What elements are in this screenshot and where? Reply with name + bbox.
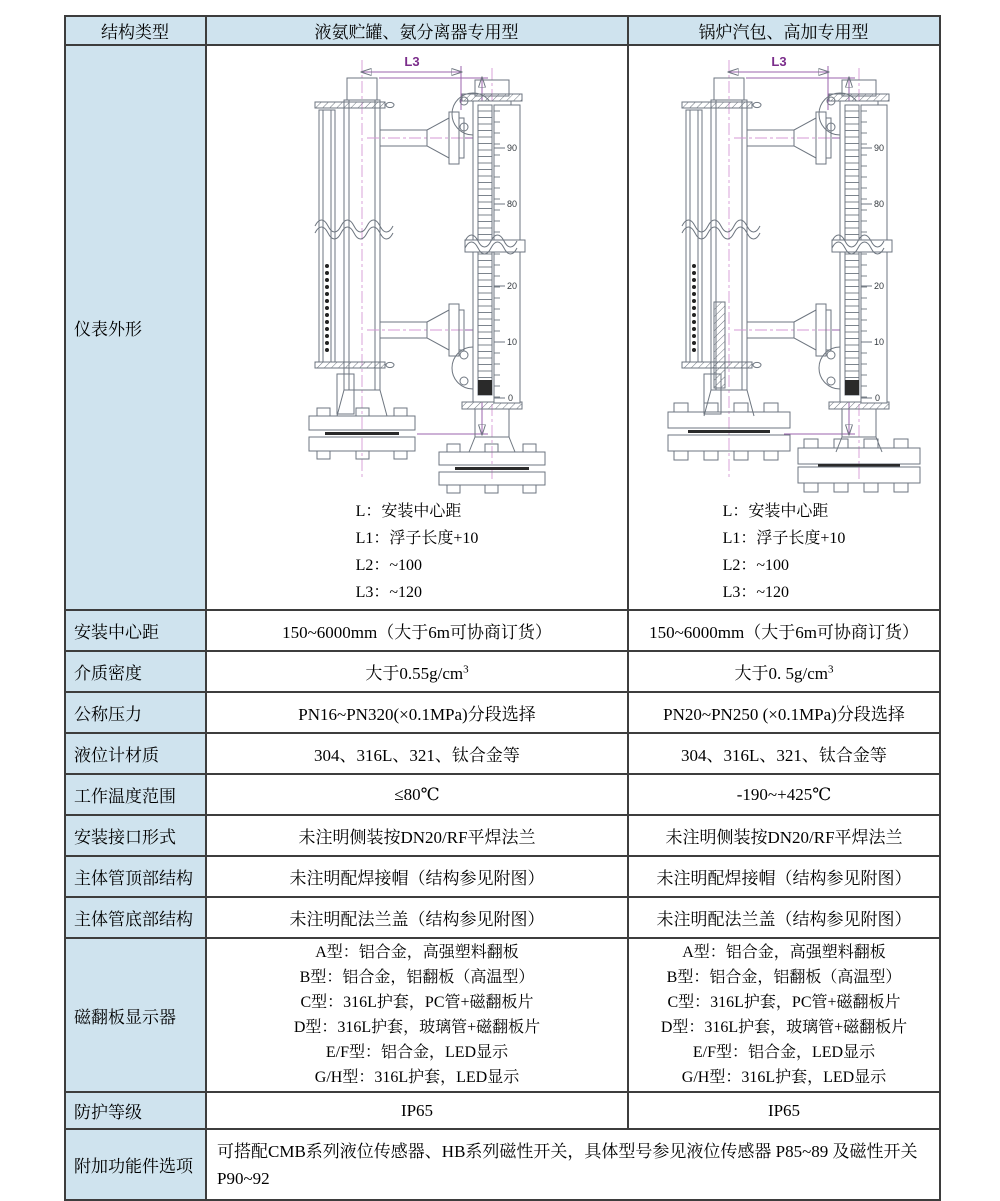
spec-row-interface [65,815,940,856]
dimension-legend [356,498,479,606]
interface-ammonia: 未注明侧装按DN20/RF平焊法兰 [206,815,628,856]
row-label-top-structure: 主体管顶部结构 [65,856,206,897]
appearance-cell-boiler [628,45,940,610]
appearance-row [65,45,940,610]
row-label-interface: 安装接口形式 [65,815,206,856]
level-gauge-drawing [634,50,934,496]
pressure-boiler: PN20~PN250 (×0.1MPa)分段选择 [628,692,940,733]
scale-mark-20: 20 [507,281,518,291]
top-structure-ammonia: 未注明配焊接帽（结构参见附图） [206,856,628,897]
spec-row-material [65,733,940,774]
row-label-temperature: 工作温度范围 [65,774,206,815]
legend-line-l2: L2：~100 [722,557,790,574]
display-ammonia [206,938,628,1092]
density-boiler [628,651,940,692]
header-ammonia-type: 液氨贮罐、氨分离器专用型 [206,16,628,45]
spec-row-center-distance [65,610,940,651]
gauge-drawing-slot [208,50,626,496]
legend-line-l: L：安装中心距 [722,503,829,520]
scale-mark-0: 0 [875,393,881,403]
interface-boiler: 未注明侧装按DN20/RF平焊法兰 [628,815,940,856]
top-structure-boiler: 未注明配焊接帽（结构参见附图） [628,856,940,897]
material-boiler: 304、316L、321、钛合金等 [628,733,940,774]
accessories-value: 可搭配CMB系列液位传感器、HB系列磁性开关，具体型号参见液位传感器 P85~89 及磁性开关P90~92 [206,1129,940,1200]
scale-mark-90: 90 [507,143,518,153]
protection-ammonia: IP65 [206,1092,628,1129]
bottom-structure-boiler: 未注明配法兰盖（结构参见附图） [628,897,940,938]
bottom-structure-ammonia: 未注明配法兰盖（结构参见附图） [206,897,628,938]
temperature-ammonia: ≤80℃ [206,774,628,815]
gauge-drawing-slot [630,50,938,496]
row-label-display: 磁翻板显示器 [65,938,206,1092]
row-label-material: 液位计材质 [65,733,206,774]
display-type-a: A型：铝合金，高强塑料翻板 [682,944,886,961]
side-view [668,54,869,478]
display-row [65,938,940,1092]
display-boiler [628,938,940,1092]
dimension-legend [723,498,846,606]
legend-line-l1: L1：浮子长度+10 [355,530,479,547]
display-type-c: C型：316L护套，PC管+磁翻板片 [667,994,901,1011]
spec-row-temperature [65,774,940,815]
dim-label-l3: L3 [404,54,420,69]
legend-line-l1: L1：浮子长度+10 [722,530,846,547]
header-structure-type: 结构类型 [65,16,206,45]
density-ammonia [206,651,628,692]
scale-mark-80: 80 [507,199,518,209]
protection-boiler: IP65 [628,1092,940,1129]
material-ammonia: 304、316L、321、钛合金等 [206,733,628,774]
display-type-ef: E/F型：铝合金，LED显示 [692,1044,876,1061]
density-exponent: 3 [463,663,469,676]
display-type-d: D型：316L护套，玻璃管+磁翻板片 [293,1019,541,1036]
accessories-row [65,1129,940,1200]
scale-mark-20: 20 [874,281,885,291]
row-label-center-distance: 安装中心距 [65,610,206,651]
spec-row-density [65,651,940,692]
header-row [65,16,940,45]
row-label-bottom-structure: 主体管底部结构 [65,897,206,938]
appearance-cell-ammonia [206,45,628,610]
spec-row-top-structure [65,856,940,897]
density-exponent: 3 [828,663,834,676]
legend-line-l3: L3：~120 [722,584,790,601]
row-label-appearance: 仪表外形 [65,45,206,610]
spec-table [64,15,941,1201]
display-type-d: D型：316L护套，玻璃管+磁翻板片 [660,1019,908,1036]
row-label-density: 介质密度 [65,651,206,692]
spec-row-pressure [65,692,940,733]
scale-mark-0: 0 [508,393,514,403]
legend-line-l: L：安装中心距 [355,503,462,520]
density-value: 大于0.55g/cm [365,664,464,683]
level-gauge-drawing [267,50,567,496]
temperature-boiler: -190~+425℃ [628,774,940,815]
row-label-protection: 防护等级 [65,1092,206,1129]
display-type-c: C型：316L护套，PC管+磁翻板片 [300,994,534,1011]
scale-mark-80: 80 [874,199,885,209]
display-type-b: B型：铝合金，铝翻板（高温型） [299,969,535,986]
display-type-ef: E/F型：铝合金，LED显示 [325,1044,509,1061]
legend-line-l2: L2：~100 [355,557,423,574]
display-type-gh: G/H型：316L护套，LED显示 [314,1069,520,1086]
display-type-a: A型：铝合金，高强塑料翻板 [315,944,519,961]
row-label-accessories: 附加功能件选项 [65,1129,206,1200]
bottom-flange-light [309,408,415,459]
center-distance-ammonia: 150~6000mm（大于6m可协商订货） [206,610,628,651]
center-distance-boiler: 150~6000mm（大于6m可协商订货） [628,610,940,651]
density-value: 大于0. 5g/cm [734,664,828,683]
front-view [439,68,545,493]
row-label-pressure: 公称压力 [65,692,206,733]
protection-row [65,1092,940,1129]
pressure-ammonia: PN16~PN320(×0.1MPa)分段选择 [206,692,628,733]
display-type-b: B型：铝合金，铝翻板（高温型） [666,969,902,986]
display-type-gh: G/H型：316L护套，LED显示 [681,1069,887,1086]
header-boiler-type: 锅炉汽包、高加专用型 [628,16,940,45]
legend-line-l3: L3：~120 [355,584,423,601]
scale-mark-90: 90 [874,143,885,153]
scale-mark-10: 10 [507,337,518,347]
scale-mark-10: 10 [874,337,885,347]
dim-label-l3: L3 [771,54,787,69]
spec-row-bottom-structure [65,897,940,938]
